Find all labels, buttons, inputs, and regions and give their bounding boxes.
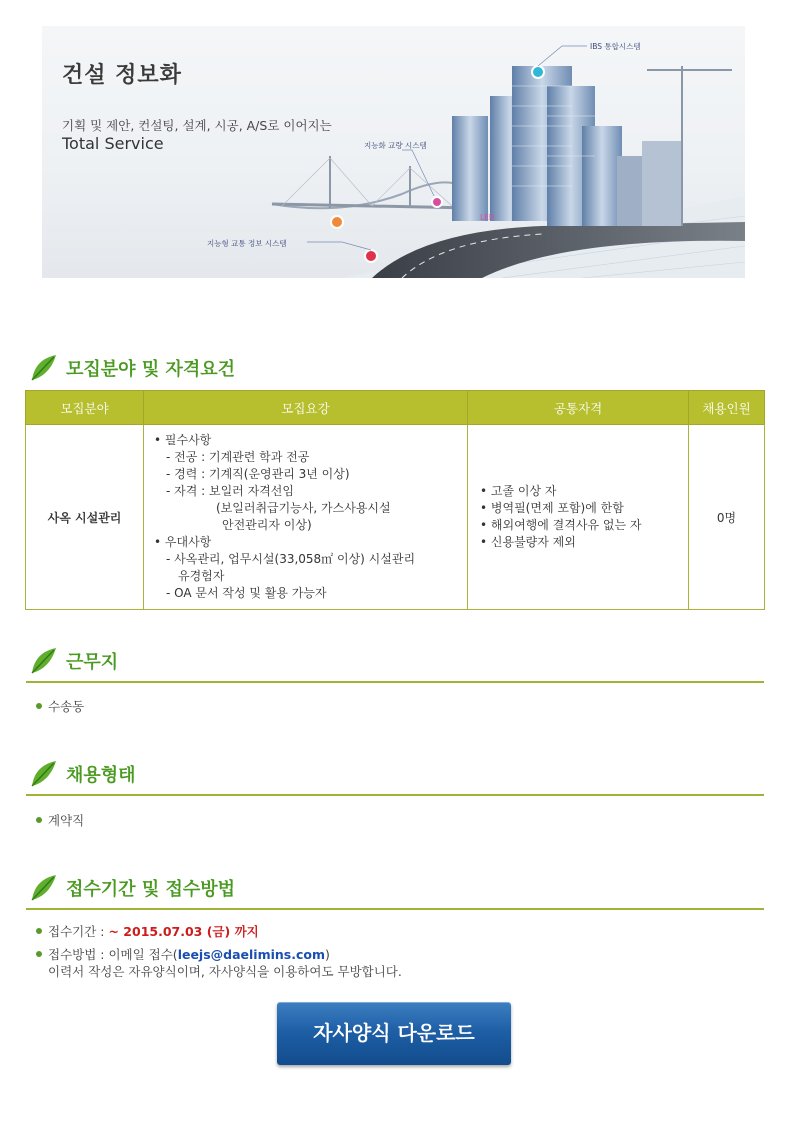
banner-subtitle: 기획 및 제안, 컨설팅, 설계, 시공, A/S로 이어지는 [62, 118, 332, 133]
section-header-employment [26, 756, 764, 790]
email-link[interactable]: leejs@daelimins.com [177, 947, 326, 962]
common-line: • 병역필(면제 포함)에 한함 [480, 501, 624, 515]
bullet-icon [36, 817, 42, 823]
cell-common [468, 425, 689, 610]
download-form-button[interactable]: 자사양식 다운로드 [277, 1002, 511, 1065]
banner-label-bridge: 지능화 교량 시스템 [364, 141, 427, 150]
req-line: 안전관리자 이상) [222, 518, 312, 532]
req-line: • 필수사항 [154, 433, 212, 447]
deadline-text: ~ 2015.07.03 (금) 까지 [108, 924, 259, 939]
leaf-icon [28, 758, 58, 788]
bullet-icon [36, 951, 42, 957]
leaf-icon [28, 645, 58, 675]
requirements-table [25, 390, 765, 610]
common-line: • 해외여행에 결격사유 없는 자 [480, 518, 642, 532]
common-line: • 신용불량자 제외 [480, 535, 576, 549]
leaf-icon [28, 872, 58, 902]
apply-note: 이력서 작성은 자유양식이며, 자사양식을 이용하여도 무방합니다. [48, 964, 402, 979]
banner-label-led: LED [480, 213, 495, 222]
bullet-icon [36, 928, 42, 934]
banner-tagline: Total Service [62, 134, 164, 153]
cell-field: 사옥 시설관리 [26, 425, 144, 610]
req-line: • 우대사항 [154, 535, 212, 549]
section-title-location: 근무지 [66, 652, 119, 673]
list-item-period: 접수기간 : ~ 2015.07.03 (금) 까지 [36, 922, 259, 940]
section-header-location [26, 643, 764, 677]
header-requirements: 모집요강 [144, 391, 468, 425]
list-item-location: 수송동 [36, 697, 84, 715]
req-line: - 사옥관리, 업무시설(33,058㎡ 이상) 시설관리 [166, 552, 416, 566]
table-row [26, 425, 765, 610]
banner-title: 건설 정보화 [62, 63, 182, 88]
divider [26, 681, 764, 683]
divider [26, 908, 764, 910]
req-line: - 전공 : 기계관련 학과 전공 [166, 450, 310, 464]
header-count: 채용인원 [689, 391, 765, 425]
section-header-recruit [26, 350, 764, 384]
cell-requirements [144, 425, 468, 610]
req-line: - OA 문서 작성 및 활용 가능자 [166, 586, 327, 600]
hero-banner [42, 26, 745, 278]
leaf-icon [28, 352, 58, 382]
common-line: • 고졸 이상 자 [480, 484, 557, 498]
banner-label-ibs: IBS 통합시스템 [590, 42, 641, 51]
section-title-apply: 접수기간 및 접수방법 [66, 879, 236, 900]
table-header-row [26, 391, 765, 425]
list-item-employment: 계약직 [36, 811, 84, 829]
header-common: 공통자격 [468, 391, 689, 425]
section-title-employment: 채용형태 [66, 765, 136, 786]
divider [26, 794, 764, 796]
header-field: 모집분야 [26, 391, 144, 425]
req-line: (보일러취급기능사, 가스사용시설 [216, 501, 391, 515]
cell-count: 0명 [689, 425, 765, 610]
req-line: - 자격 : 보일러 자격선임 [166, 484, 294, 498]
banner-label-traffic: 지능형 교통 정보 시스템 [207, 239, 287, 248]
bullet-icon [36, 703, 42, 709]
req-line: - 경력 : 기계직(운영관리 3년 이상) [166, 467, 350, 481]
section-title-recruit: 모집분야 및 자격요건 [66, 359, 236, 380]
section-header-apply [26, 870, 764, 904]
list-item-method: 접수방법 : 이메일 접수(leejs@daelimins.com) [36, 945, 330, 963]
req-line: 유경험자 [178, 569, 225, 583]
